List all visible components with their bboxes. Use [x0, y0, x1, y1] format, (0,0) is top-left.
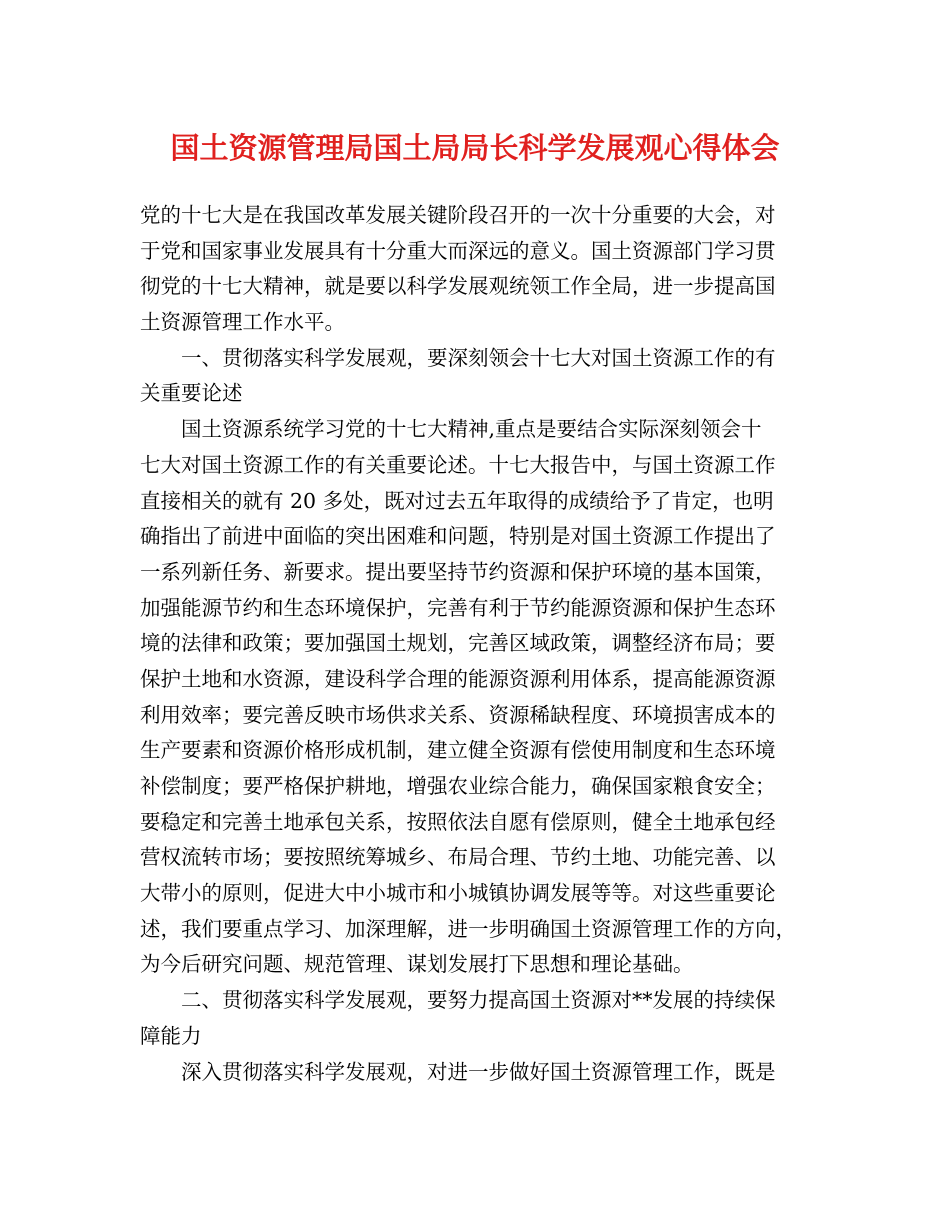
text-line: 七大对国土资源工作的有关重要论述。十七大报告中，与国土资源工作 [140, 452, 776, 477]
text-line: 深入贯彻落实科学发展观，对进一步做好国土资源管理工作，既是 [181, 1059, 776, 1084]
text-line: 境的法律和政策；要加强国土规划，完善区域政策，调整经济布局；要 [140, 631, 776, 656]
document-body [140, 198, 810, 1090]
text-line: 利用效率；要完善反映市场供求关系、资源稀缺程度、环境损害成本的 [140, 702, 776, 727]
section-heading-line: 二、贯彻落实科学发展观，要努力提高国土资源对**发展的持续保 [181, 988, 776, 1013]
text-line: 于党和国家事业发展具有十分重大而深远的意义。国土资源部门学习贯 [140, 238, 776, 263]
text-line: 加强能源节约和生态环境保护，完善有利于节约能源资源和保护生态环 [140, 595, 776, 620]
text-line: 述，我们要重点学习、加深理解，进一步明确国土资源管理工作的方向， [140, 916, 796, 941]
text-line: 彻党的十七大精神，就是要以科学发展观统领工作全局，进一步提高国 [140, 274, 776, 299]
document-title: 国土资源管理局国土局局长科学发展观心得体会 [170, 131, 780, 165]
text-line: 为今后研究问题、规范管理、谋划发展打下思想和理论基础。 [140, 952, 694, 977]
text-line: 要稳定和完善土地承包关系，按照依法自愿有偿原则，健全土地承包经 [140, 809, 776, 834]
text-line: 生产要素和资源价格形成机制，建立健全资源有偿使用制度和生态环境 [140, 738, 776, 763]
text-line: 国土资源系统学习党的十七大精神,重点是要结合实际深刻领会十 [181, 417, 762, 442]
text-line: 保护土地和水资源，建设科学合理的能源资源利用体系，提高能源资源 [140, 666, 776, 691]
text-line: 确指出了前进中面临的突出困难和问题，特别是对国土资源工作提出了 [140, 524, 776, 549]
section-heading-line: 关重要论述 [140, 381, 243, 406]
text-line: 大带小的原则，促进大中小城市和小城镇协调发展等等。对这些重要论 [140, 881, 776, 906]
section-heading-line: 一、贯彻落实科学发展观，要深刻领会十七大对国土资源工作的有 [181, 345, 776, 370]
section-heading-line: 障能力 [140, 1023, 202, 1048]
text-line: 党的十七大是在我国改革发展关键阶段召开的一次十分重要的大会，对 [140, 203, 776, 227]
text-line: 土资源管理工作水平。 [140, 310, 345, 335]
text-line: 一系列新任务、新要求。提出要坚持节约资源和保护环境的基本国策， [140, 559, 776, 584]
text-line: 补偿制度；要严格保护耕地，增强农业综合能力，确保国家粮食安全； [140, 774, 776, 798]
text-line: 直接相关的就有 20 多处，既对过去五年取得的成绩给予了肯定，也明 [140, 488, 774, 513]
text-line: 营权流转市场；要按照统筹城乡、布局合理、节约土地、功能完善、以 [140, 845, 776, 870]
